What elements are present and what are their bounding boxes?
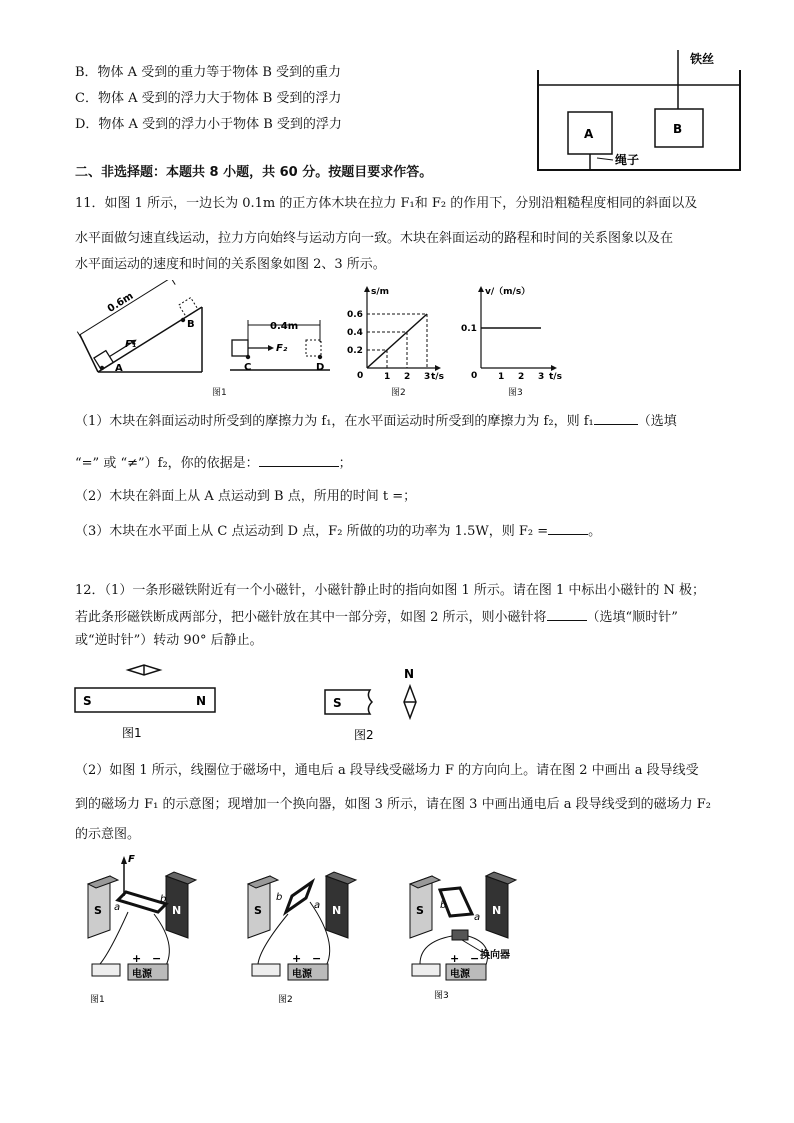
fig2-caption: 图2 xyxy=(278,995,293,1005)
fig1-point-b: B xyxy=(187,319,195,330)
q11-figure3-vt-chart xyxy=(455,280,565,380)
fig3-commutator: 换向器 xyxy=(480,950,510,961)
blank-reason[interactable] xyxy=(259,454,339,467)
fig2-ylabel: s/m xyxy=(371,287,390,297)
fig1-force2: F₂ xyxy=(276,343,288,354)
fig3-b: b xyxy=(440,900,447,911)
fig2-n: N xyxy=(332,904,342,917)
fig1-point-c: C xyxy=(244,362,252,373)
magnet1-s: S xyxy=(83,694,92,708)
q11-part1-line2: “=” 或 “≠”）f₂，你的依据是： ； xyxy=(75,456,352,471)
motor-fig2 xyxy=(248,872,356,1005)
q11-stem-1: 11．如图 1 所示，一边长为 0.1m 的正方体木块在拉力 F₁和 F₂ 的作用下，分别沿粗糙程度相同的斜面以及 xyxy=(75,196,698,211)
fig3-caption: 图3 xyxy=(434,991,449,1001)
block-b-label: B xyxy=(673,122,683,136)
fig1-s: S xyxy=(94,904,102,917)
q12-magnet-figures xyxy=(70,658,430,748)
fig3-origin: 0 xyxy=(471,371,478,380)
y-tick-label: 0.4 xyxy=(347,328,363,338)
q11-part3: （3）木块在水平面上从 C 点运动到 D 点，F₂ 所做的功的功率为 1.5W，则 F₂ = 。 xyxy=(75,524,602,539)
fig3-a: a xyxy=(474,912,481,923)
q11-part2: （2）木块在斜面上从 A 点运动到 B 点，所用的时间 t =； xyxy=(75,489,417,504)
option-d: D．物体 A 受到的浮力小于物体 B 受到的浮力 xyxy=(75,117,342,132)
fig1-point-d: D xyxy=(316,362,325,373)
q12-part1-line2: 若此条形磁铁断成两部分，把小磁针放在其中一部分旁，如图 2 所示，则小磁针将 （选填“顺时针” xyxy=(75,610,678,625)
x-tick-label: 1 xyxy=(384,372,391,380)
fig1-dist-incline: 0.6m xyxy=(105,290,136,315)
label-rope: 绳子 xyxy=(615,153,640,167)
x-tick-label: 1 xyxy=(498,372,505,380)
y-tick-label: 0.6 xyxy=(347,310,363,320)
x-tick-label: 3 xyxy=(424,372,431,380)
fig3-power: 电源 xyxy=(450,969,470,980)
fig1-caption: 图1 xyxy=(90,995,105,1005)
fig1-n: N xyxy=(172,904,182,917)
label-wire: 铁丝 xyxy=(690,52,715,66)
blank-f2[interactable] xyxy=(548,522,588,535)
block-a-label: A xyxy=(584,127,594,141)
fig1-point-a: A xyxy=(115,363,123,374)
needle-n-label: N xyxy=(404,667,415,681)
q11-figure2-st-chart xyxy=(345,280,445,380)
x-tick-label: 2 xyxy=(518,372,525,380)
fig2-a: a xyxy=(314,900,321,911)
q12-part1-line1: 12．（1）一条形磁铁附近有一个小磁针，小磁针静止时的指向如图 1 所示。请在图 1 中标出小磁针的 N 极； xyxy=(75,583,706,598)
fig1-minus: − xyxy=(152,952,162,965)
fig1-b: b xyxy=(160,894,167,905)
magnet2-s: S xyxy=(333,696,342,710)
fig1-power: 电源 xyxy=(132,969,152,980)
fig2-s: S xyxy=(254,904,262,917)
fig2-plus: + xyxy=(292,952,302,965)
blank-rotation[interactable] xyxy=(547,608,587,621)
fig1-dist-flat: 0.4m xyxy=(270,321,299,332)
fig3-minus: − xyxy=(470,952,480,965)
q11-part1-line1: （1）木块在斜面运动时所受到的摩擦力为 f₁，在水平面运动时所受到的摩擦力为 f₂，则 f₁ （选填 xyxy=(75,414,677,429)
fig2-b: b xyxy=(276,892,283,903)
figure-blocks-in-water xyxy=(535,45,745,180)
blank-f1[interactable] xyxy=(594,412,638,425)
fig3-plus: + xyxy=(450,952,460,965)
bar-magnet-fig1 xyxy=(75,688,215,712)
q11-figure1 xyxy=(70,280,340,400)
fig2-minus: − xyxy=(312,952,322,965)
fig2-xlabel: t/s xyxy=(431,372,444,380)
x-tick-label: 3 xyxy=(538,372,545,380)
fig1-a: a xyxy=(114,902,121,913)
x-tick-label: 2 xyxy=(404,372,411,380)
fig3-xlabel: t/s xyxy=(549,372,562,380)
q12-motor-figures xyxy=(70,852,540,1007)
motor-fig1 xyxy=(88,854,196,1005)
q12-part2-line1: （2）如图 1 所示，线圈位于磁场中，通电后 a 段导线受磁场力 F 的方向向上。请在图 2 中画出 a 段导线受 xyxy=(75,763,699,778)
q12-part1-line3: 或“逆时针”）转动 90° 后静止。 xyxy=(75,633,263,648)
y-tick-label: 0.1 xyxy=(461,324,477,334)
motor-fig3 xyxy=(410,872,516,1001)
q11-stem-2: 水平面做匀速直线运动，拉力方向始终与运动方向一致。木块在斜面运动的路程和时间的关系图象以及在 xyxy=(75,231,674,246)
fig3-n: N xyxy=(492,904,502,917)
y-tick-label: 0.2 xyxy=(347,346,363,356)
fig2-caption: 图2 xyxy=(391,388,406,398)
fig2-power: 电源 xyxy=(292,969,312,980)
magnet1-n: N xyxy=(196,694,207,708)
fig1-plus: + xyxy=(132,952,142,965)
q12-part2-line2: 到的磁场力 F₁ 的示意图；现增加一个换向器，如图 3 所示，请在图 3 中画出通电后 a 段导线受到的磁场力 F₂ xyxy=(75,797,711,812)
option-b: B．物体 A 受到的重力等于物体 B 受到的重力 xyxy=(75,65,342,80)
fig2-origin: 0 xyxy=(357,371,364,380)
fig1-force-f: F xyxy=(128,854,135,865)
fig3-caption: 图3 xyxy=(508,388,523,398)
fig1-force1: F₁ xyxy=(125,339,137,350)
option-c: C．物体 A 受到的浮力大于物体 B 受到的浮力 xyxy=(75,91,342,106)
magnet-cap1: 图1 xyxy=(122,726,142,740)
fig1-caption: 图1 xyxy=(212,388,227,398)
q11-stem-3: 水平面运动的速度和时间的关系图象如图 2、3 所示。 xyxy=(75,257,386,272)
fig3-ylabel: v/（m/s） xyxy=(485,287,531,297)
magnet-cap2: 图2 xyxy=(354,728,374,742)
fig3-s: S xyxy=(416,904,424,917)
q12-part2-line3: 的示意图。 xyxy=(75,827,141,842)
series-line xyxy=(367,314,427,368)
section-heading: 二、非选择题：本题共 8 小题，共 60 分。按题目要求作答。 xyxy=(75,165,433,180)
